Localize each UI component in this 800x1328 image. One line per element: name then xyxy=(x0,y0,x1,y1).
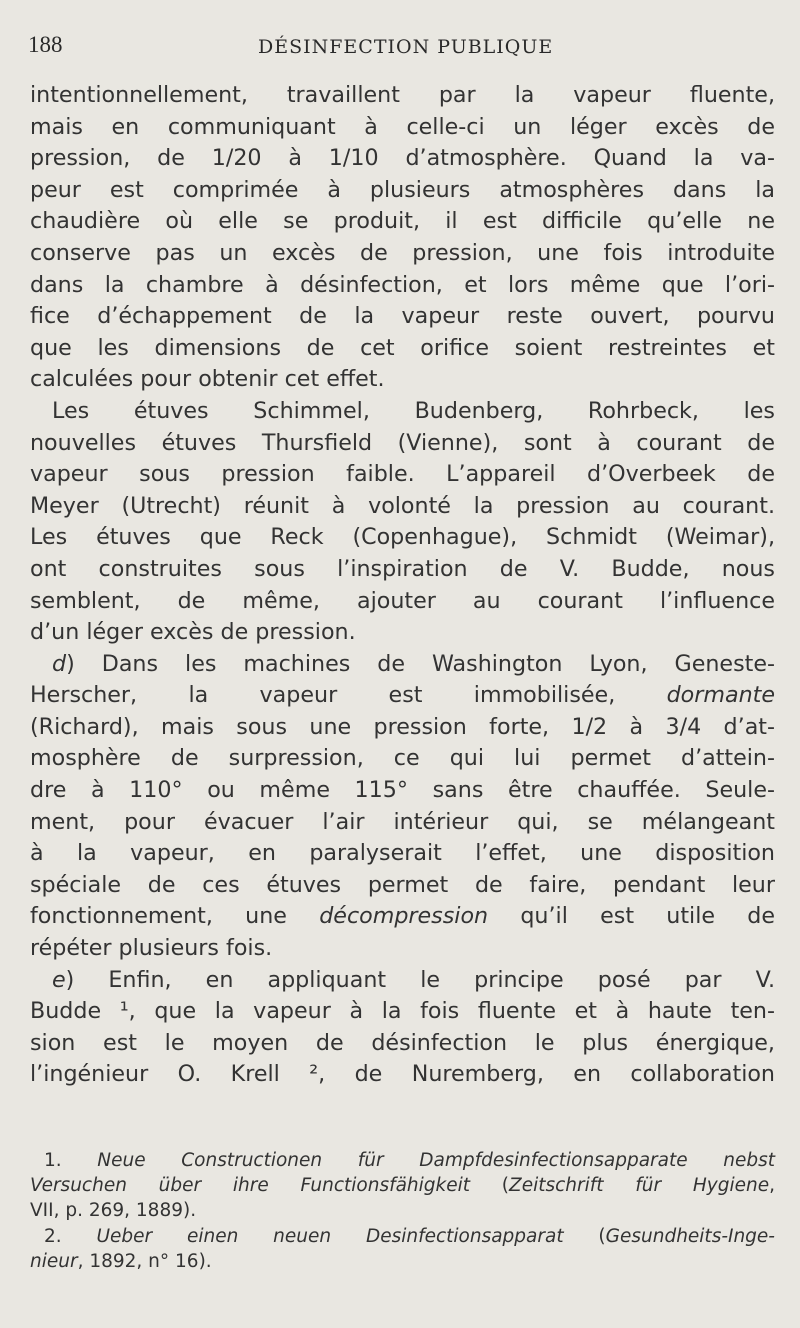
main-text xyxy=(30,80,775,1091)
footnote-title: Ueber einen neuen Desinfectionsapparat xyxy=(96,1225,564,1247)
text-segment: ) Dans les machines de Washington Lyon, Geneste- xyxy=(66,650,775,677)
text-line: Les étuves que Reck (Copenhague), Schmidt (Weimar), xyxy=(30,524,775,551)
text-segment: ( xyxy=(470,1175,510,1197)
footnotes xyxy=(30,1148,775,1274)
text-line: spéciale de ces étuves permet de faire, pendant leur xyxy=(30,871,775,898)
text-segment: qu’il est utile de xyxy=(488,903,775,930)
text-line: Les étuves Schimmel, Budenberg, Rohrbeck, les xyxy=(52,397,775,424)
text-line: d’un léger excès de pression. xyxy=(30,619,356,646)
text-line: dre à 110° ou même 115° sans être chauffée. Seule- xyxy=(30,777,775,804)
text-line: sion est le moyen de désinfection le plus énergique, xyxy=(30,1029,775,1056)
text-line: pression, de 1/20 à 1/10 d’atmosphère. Quand la va- xyxy=(30,145,775,172)
emphasis: décompression xyxy=(319,903,489,930)
text-line: ment, pour évacuer l’air intérieur qui, se mélangeant xyxy=(30,808,775,835)
text-line: dans la chambre à désinfection, et lors même que l’ori- xyxy=(30,271,775,298)
footnote-line xyxy=(30,1148,775,1173)
text-line: calculées pour obtenir cet effet. xyxy=(30,366,385,393)
footnote-number: 2. xyxy=(44,1225,97,1247)
text-line: mais en communiquant à celle-ci un léger excès de xyxy=(30,113,775,140)
page-number: 188 xyxy=(28,32,63,57)
text-line: semblent, de même, ajouter au courant l’influence xyxy=(30,587,775,614)
text-line: intentionnellement, travaillent par la vapeur fluente, xyxy=(30,82,775,108)
text-line: fice d’échappement de la vapeur reste ouvert, pourvu xyxy=(30,303,775,330)
text-segment: ( xyxy=(563,1225,606,1247)
text-line: répéter plusieurs fois. xyxy=(30,935,273,962)
text-line: Meyer (Utrecht) réunit à volonté la pression au courant. xyxy=(30,492,775,519)
footnote-line xyxy=(30,1249,775,1274)
text-line: chaudière où elle se produit, il est difficile qu’elle ne xyxy=(30,208,775,235)
text-line xyxy=(30,901,775,933)
text-line: à la vapeur, en paralyserait l’effet, une disposition xyxy=(30,840,775,867)
enum-letter: d xyxy=(52,650,67,677)
footnote-line: VII, p. 269, 1889). xyxy=(30,1200,197,1222)
footnote-number: 1. xyxy=(44,1150,98,1171)
text-line: conserve pas un excès de pression, une fois introduite xyxy=(30,239,775,266)
footnote-journal: Gesundheits-Inge- xyxy=(605,1225,775,1247)
text-line xyxy=(30,965,775,997)
text-line xyxy=(30,680,775,712)
page-header xyxy=(0,14,800,58)
text-line: ont construites sous l’inspiration de V. Budde, nous xyxy=(30,555,775,582)
text-line: (Richard), mais sous une pression forte, 1/2 à 3/4 d’at- xyxy=(30,713,775,740)
text-line: peur est comprimée à plusieurs atmosphères dans la xyxy=(30,176,775,203)
running-head: DÉSINFECTION PUBLIQUE xyxy=(258,36,554,58)
footnote-line xyxy=(30,1224,775,1249)
text-segment: ) Enfin, en appliquant le principe posé par V. xyxy=(65,966,775,993)
text-line: l’ingénieur O. Krell ², de Nuremberg, en collaboration xyxy=(30,1061,775,1088)
footnote-journal: Zeitschrift für Hygiene xyxy=(509,1175,770,1197)
footnote-title: Neue Constructionen für Dampfdesinfectionsapparate nebst xyxy=(97,1150,775,1171)
text-line: Budde ¹, que la vapeur à la fois fluente et à haute ten- xyxy=(30,998,775,1025)
footnote-journal: nieur xyxy=(30,1250,78,1272)
emphasis: dormante xyxy=(666,682,775,709)
text-segment: , xyxy=(769,1175,775,1197)
footnote-line xyxy=(30,1173,775,1198)
footnote-title: Versuchen über ihre Functionsfähigkeit xyxy=(30,1175,471,1197)
text-line: nouvelles étuves Thursfield (Vienne), sont à courant de xyxy=(30,429,775,456)
text-segment: , 1892, n° 16). xyxy=(77,1250,212,1272)
text-line: que les dimensions de cet orifice soient restreintes et xyxy=(30,334,775,361)
text-line xyxy=(30,649,775,681)
text-segment: Herscher, la vapeur est immobilisée, xyxy=(30,682,667,709)
text-segment: fonctionnement, une xyxy=(30,903,320,930)
enum-letter: e xyxy=(52,966,66,993)
text-line: vapeur sous pression faible. L’appareil d’Overbeek de xyxy=(30,461,775,488)
text-line: mosphère de surpression, ce qui lui permet d’attein- xyxy=(30,745,775,772)
